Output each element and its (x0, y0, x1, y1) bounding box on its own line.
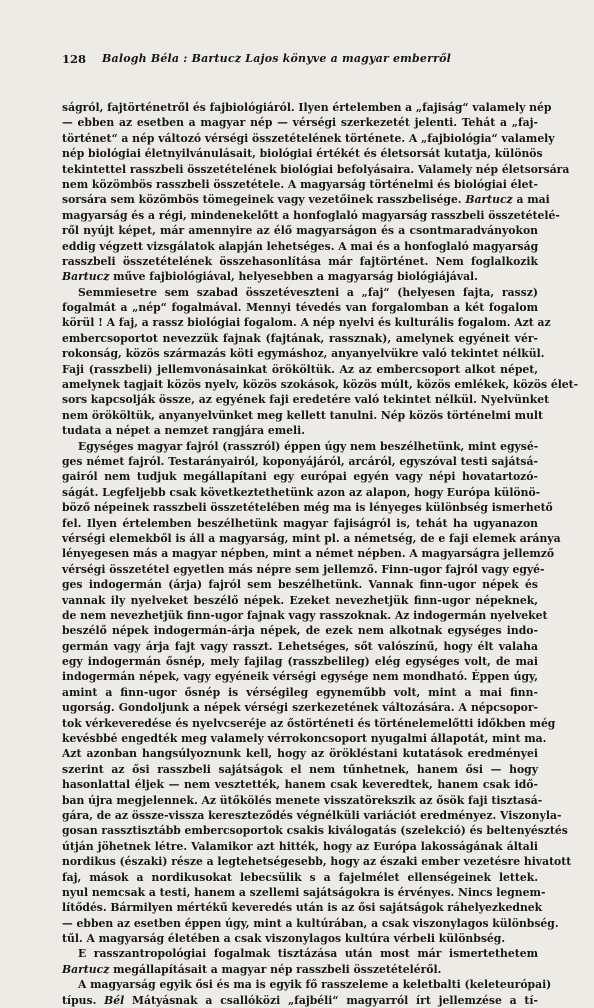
text-line: nordikus (északi) része a legtehetségesebb, hogy az északi ember vezetésre hivatott (62, 855, 572, 869)
text-line: ugorság. Gondoljunk a népek vérségi szerkezetének változására. A népcsopor- (62, 701, 538, 715)
text-line: lényegesen más a magyar népben, mint a német népben. A magyarságra jellemző (62, 547, 555, 561)
text-line: ges német fajról. Testarányairól, koponyájáról, arcáról, egyszóval testi sajátsá- (62, 454, 538, 468)
text-line: eddig végzett vizsgálatok alapján lehetséges. A mai és a honfoglaló magyarság (62, 239, 539, 253)
text-line: de nem nevezhetjük finn-ugor fajnak vagy rasszoknak. Az indogermán nyelveket (62, 608, 548, 622)
text-line: tudata a népet a nemzet rangjára emeli. (62, 424, 305, 438)
text-line: embercsoportot nevezzük fajnak (fajtának, rassznak), amelynek egyéneit vér- (62, 331, 538, 345)
text-line: Bartucz műve fajbiológiával, helyesebben a magyarság biológiájával. (62, 270, 478, 284)
page-number: 128 (62, 52, 87, 66)
text-line: sorsára sem közömbös tömegeinek vagy vezetőinek rasszbelisége. Bartucz a mai (62, 193, 550, 207)
text-line: típus. Bél Mátyásnak a csallóközi „fajbéli“ magyarról írt jellemzése a tí- (62, 993, 538, 1007)
text-line: amint a finn-ugor ősnép is vérségileg egyneműbb volt, mint a mai finn- (62, 685, 538, 699)
text-line: lítődés. Bármilyen mértékű keveredés után is az ősi sajátságok ráhelyezkednek (62, 901, 543, 915)
text-line: ságát. Legfeljebb csak következtethetünk azon az alapon, hogy Európa különö- (62, 485, 541, 499)
text-line: E rasszantropológiai fogalmak tisztázása után most már ismertethetem (78, 947, 538, 961)
text-line: Egységes magyar fajról (rasszról) éppen úgy nem beszélhetünk, mint egysé- (78, 439, 539, 453)
text-line: körül ! A faj, a rassz biológiai fogalom. A nép nyelvi és kulturális fogalom. Azt az (62, 316, 551, 330)
text-line: fogalmát a „nép“ fogalmával. Mennyi tévedés van forgalomban a két fogalom (62, 301, 538, 315)
text-line: sors kapcsolják össze, az egyének faji eredetére való tekintet nélkül. Nyelvünket (62, 393, 550, 407)
running-head: Balogh Béla : Bartucz Lajos könyve a magyar emberről (102, 52, 452, 65)
text-line: Semmiesetre sem szabad összetéveszteni a „faj“ (helyesen fajta, rassz) (78, 285, 538, 299)
text-line: ről nyújt képet, már amennyire az élő magyarságon és a csontmaradványokon (62, 224, 538, 238)
text-line: faj, mások a nordikusokat lebecsülik s a fajelmélet ellenségeinek lettek. (62, 870, 538, 884)
text-line: indogermán népek, vagy egyéneik vérségi egysége nem mondható. Éppen úgy, (62, 670, 538, 684)
text-line: böző népeinek rasszbeli összetételében még ma is lényeges különbség ismerhető (62, 501, 553, 515)
text-line: fel. Ilyen értelemben beszélhetünk magyar fajiságról is, tehát ha ugyanazon (62, 516, 538, 530)
text-line: Bartucz megállapításait a magyar nép rasszbeli összetételéről. (62, 962, 442, 976)
text-line: vérségi összetétel egyetlen más népre sem jellemző. Finn-ugor fajról vagy egyé- (62, 562, 545, 576)
text-line: — ebben az esetben a magyar nép — vérségi szerkezetét jelenti. Tehát a „faj- (62, 116, 538, 130)
text-line: útján jöhetnek létre. Valamikor azt hitték, hogy az Európa lakosságának általi (62, 839, 538, 853)
text-line: gosan rassztisztább embercsoportok csakis kiválogatás (szelekció) és beltenyésztés (62, 824, 568, 838)
text-line: rokonság, közös származás köti egymáshoz, anyanyelvükre való tekintet nélkül. (62, 347, 545, 361)
text-line: rasszbeli összetételének összehasonlítása már fajtörténet. Nem foglalkozik (62, 254, 538, 268)
text-line: tok vérkeveredése és nyelvcseréje az őstörténeti és történelemelőtti időkben még (62, 716, 556, 730)
text-line: amelynek tagjait közös nyelv, közös szokások, közös múlt, közös emlékek, közös élet- (62, 378, 579, 392)
text-line: egy indogermán ősnép, mely fajilag (rasszbelileg) elég egységes volt, de mai (62, 655, 538, 669)
body-text (62, 100, 579, 1008)
text-line: ságról, fajtörténetről és fajbiológiáról. Ilyen értelemben a „fajiság“ valamely nép (62, 101, 552, 114)
text-line: tűl. A magyarság életében a csak viszonylagos kultúra vérbeli különbség. (62, 932, 506, 946)
text-line: vérségi elemekből is áll a magyarság, mint pl. a németség, de e faji elemek aránya (62, 531, 561, 545)
text-line: nép biológiai életnyilvánulásait, biológiai értékét és életsorsát kutatja, különös (62, 147, 543, 161)
text-line: ges indogermán (árja) fajról sem beszélhetünk. Vannak finn-ugor népek és (62, 578, 538, 592)
text-line: ban újra megjelennek. Az ütőkölés menete visszatörekszik az ősök faji tisztasá- (62, 793, 543, 807)
text-line: — ebben az esetben éppen úgy, mint a kultúrában, a csak viszonylagos különbség. (62, 916, 559, 930)
text-line: magyarság és a régi, mindenekelőtt a honfoglaló magyarság rasszbeli összetételé- (62, 208, 560, 222)
text-line: tekintettel rasszbeli összetételének biológiai befolyásaira. Valamely nép életsorsára (62, 162, 570, 176)
page-header (62, 52, 542, 68)
text-line: nem közömbös rasszbeli összetétele. A magyarság történelmi és biológiai élet- (62, 177, 538, 191)
text-line: gairól nem tudjuk megállapítani egy európai egyén vagy népi hovatartozó- (62, 470, 538, 484)
text-line: nem örököltük, anyanyelvünket meg kellett tanulni. Nép közös történelmi mult (62, 408, 544, 422)
text-line: gára, de az össze-vissza kereszteződés végnélküli variációt eredményez. Viszonyla- (62, 808, 562, 822)
text-line: beszélő népek indogermán-árja népek, de ezek nem alkotnak egységes indo- (62, 624, 538, 638)
text-line: szerint az ősi rasszbeli sajátságok el nem tűnhetnek, hanem ősi — hogy (62, 762, 538, 776)
text-line: vannak ily nyelveket beszélő népek. Ezeket nevezhetjük finn-ugor népeknek, (62, 593, 538, 607)
text-line: kevésbbé engedték meg valamely vérrokoncsoport nyugalmi állapotát, mint ma. (62, 732, 547, 746)
text-line: germán vagy árja fajt vagy rasszt. Lehetséges, sőt valószínű, hogy élt valaha (62, 639, 538, 653)
text-line: Azt azonban hangsúlyoznunk kell, hogy az örökléstani kutatások eredményei (62, 747, 538, 761)
text-line: A magyarság egyik ősi és ma is egyik fő rasszeleme a keletbalti (keleteurópai) (78, 978, 552, 992)
text-line: Faji (rasszbeli) jellemvonásainkat örököltük. Az az embercsoport alkot népet, (62, 362, 538, 376)
text-line: történet“ a nép változó vérségi összetételének története. A „fajbiológia“ valamely (62, 131, 555, 145)
text-line: nyul nemcsak a testi, hanem a szellemi sajátságokra is érvényes. Nincs legnem- (62, 885, 546, 899)
text-line: hasonlattal éljek — nem vesztették, hanem csak keveredtek, hanem csak idő- (62, 778, 538, 792)
